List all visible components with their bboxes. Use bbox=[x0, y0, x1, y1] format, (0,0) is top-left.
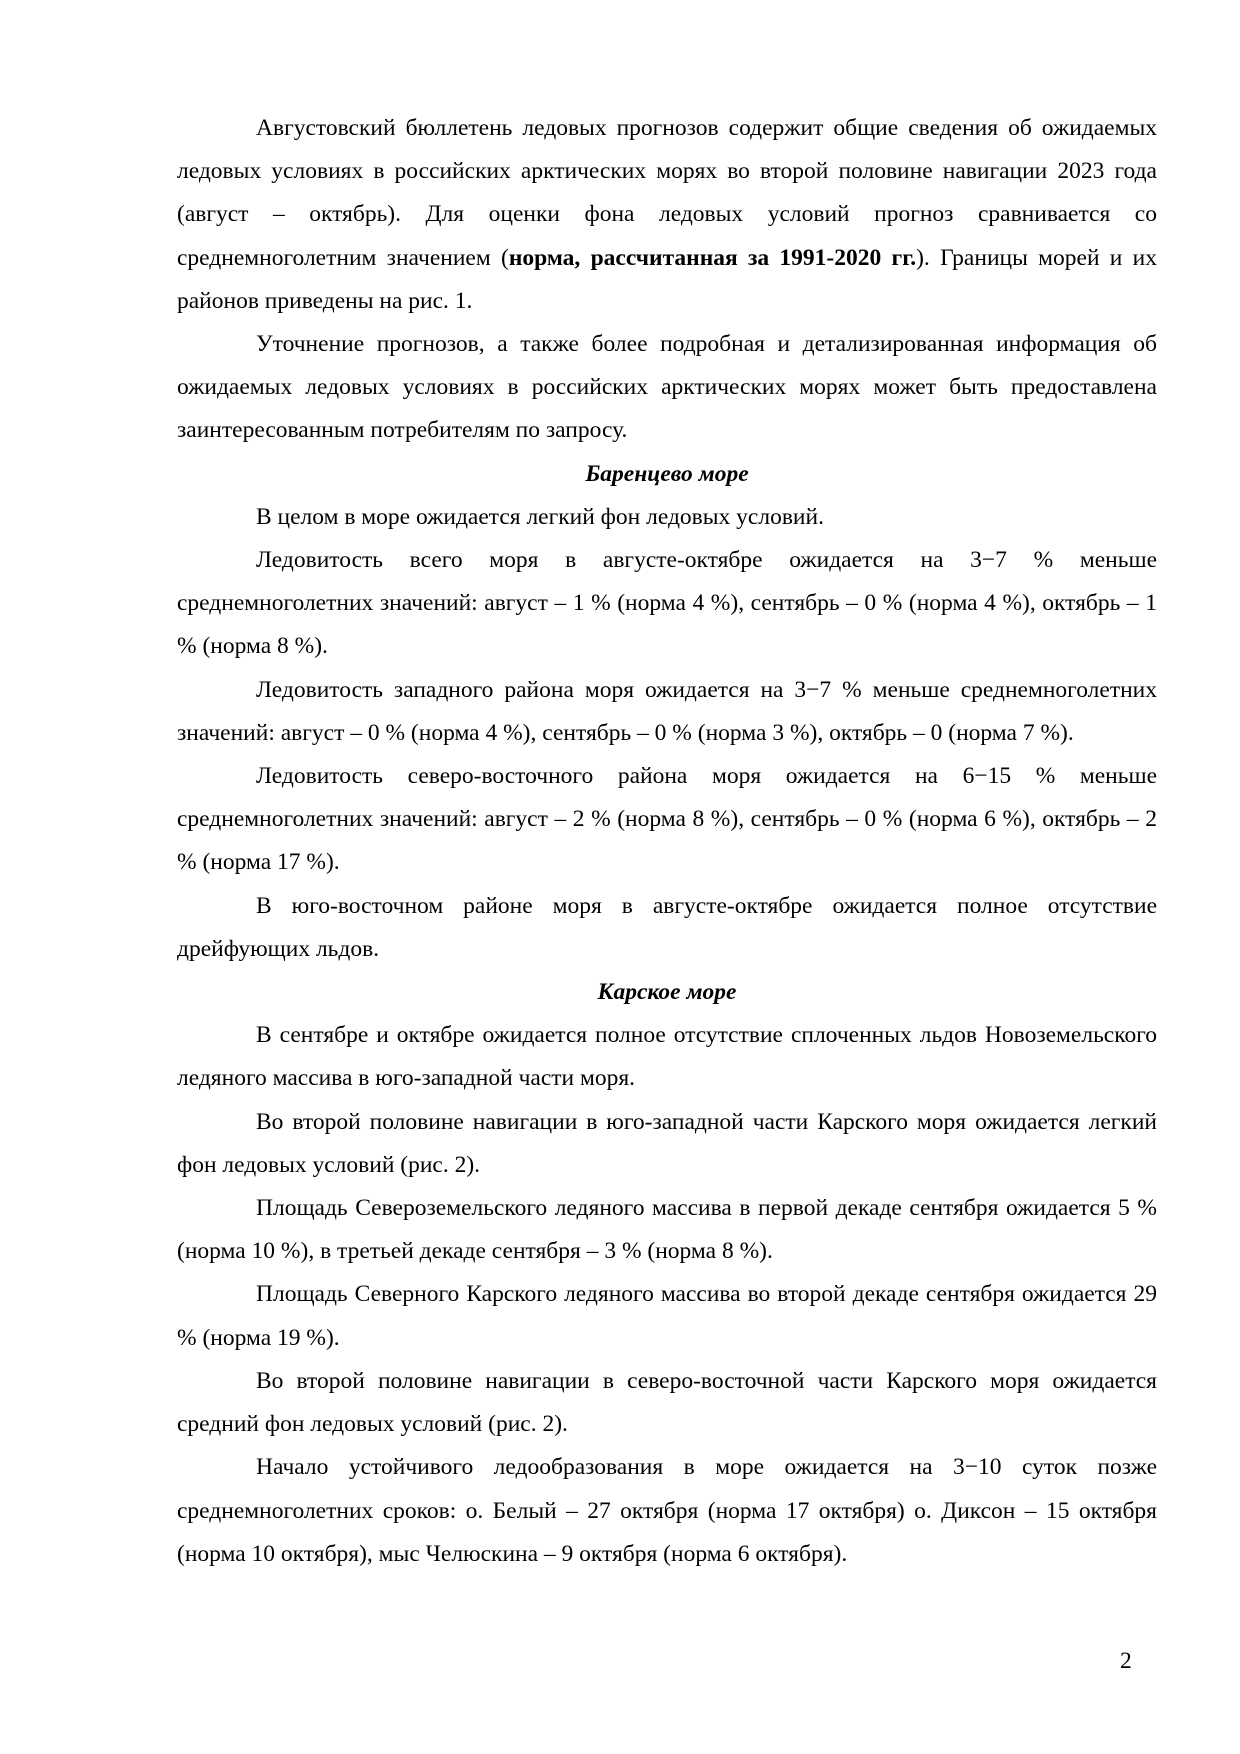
barents-paragraph-1: В целом в море ожидается легкий фон ледовых условий. bbox=[256, 503, 824, 530]
barents-paragraph-5: В юго-восточном районе моря в августе-октябре ожидается полное отсутствие дрейфующих льдов. bbox=[177, 892, 1157, 962]
intro-paragraph-1 bbox=[177, 107, 1157, 323]
page-number: 2 bbox=[1120, 1648, 1132, 1674]
section-heading-barents: Баренцево море bbox=[585, 460, 749, 487]
document-body bbox=[177, 107, 1157, 1576]
intro-paragraph-2: Уточнение прогнозов, а также более подробная и детализированная информация об ожидаемых ледовых условиях в российских арктических морях может быть предоставлена заинтересованным потребителям по запросу. bbox=[177, 331, 1157, 444]
section-heading-kara: Карское море bbox=[597, 979, 737, 1006]
kara-paragraph-4: Площадь Северного Карского ледяного массива во второй декаде сентября ожидается 29 % (норма 19 %). bbox=[177, 1281, 1157, 1351]
barents-paragraph-3: Ледовитость западного района моря ожидается на 3−7 % меньше среднемноголетних значений: август – 0 % (норма 4 %), сентябрь – 0 % (норма 3 %), октябрь – 0 (норма 7 %). bbox=[177, 676, 1157, 746]
kara-paragraph-6: Начало устойчивого ледообразования в море ожидается на 3−10 суток позже среднемноголетних сроков: о. Белый – 27 октября (норма 17 октября) о. Диксон – 15 октября (норма 10 октября), мыс Челюскина – 9 октября (норма 6 октября). bbox=[177, 1454, 1157, 1567]
kara-paragraph-3: Площадь Североземельского ледяного массива в первой декаде сентября ожидается 5 % (норма 10 %), в третьей декаде сентября – 3 % (норма 8 %). bbox=[177, 1195, 1157, 1265]
kara-paragraph-1: В сентябре и октябре ожидается полное отсутствие сплоченных льдов Новоземельского ледяного массива в юго-западной части моря. bbox=[177, 1022, 1157, 1092]
barents-paragraph-2: Ледовитость всего моря в августе-октябре ожидается на 3−7 % меньше среднемноголетних значений: август – 1 % (норма 4 %), сентябрь – 0 % (норма 4 %), октябрь – 1 % (норма 8 %). bbox=[177, 547, 1157, 660]
kara-paragraph-2: Во второй половине навигации в юго-западной части Карского моря ожидается легкий фон ледовых условий (рис. 2). bbox=[177, 1108, 1157, 1178]
intro-text-end: ). Границы морей и их районов приведены на рис. 1. bbox=[177, 244, 1157, 314]
norm-period-bold: норма, рассчитанная за 1991-2020 гг. bbox=[508, 244, 917, 271]
barents-paragraph-4: Ледовитость северо-восточного района моря ожидается на 6−15 % меньше среднемноголетних значений: август – 2 % (норма 8 %), сентябрь – 0 % (норма 6 %), октябрь – 2 % (норма 17 %). bbox=[177, 763, 1157, 876]
kara-paragraph-5: Во второй половине навигации в северо-восточной части Карского моря ожидается средний фон ледовых условий (рис. 2). bbox=[177, 1367, 1157, 1438]
intro-text-start: Августовский бюллетень ледовых прогнозов содержит общие сведения об ожидаемых ледовых условиях в российских арктических морях во второй половине навигации 2023 года (август – октябрь). Для оценки фона ледовых условий прогноз сравнивается со среднемноголетним значением ( bbox=[177, 115, 1157, 271]
